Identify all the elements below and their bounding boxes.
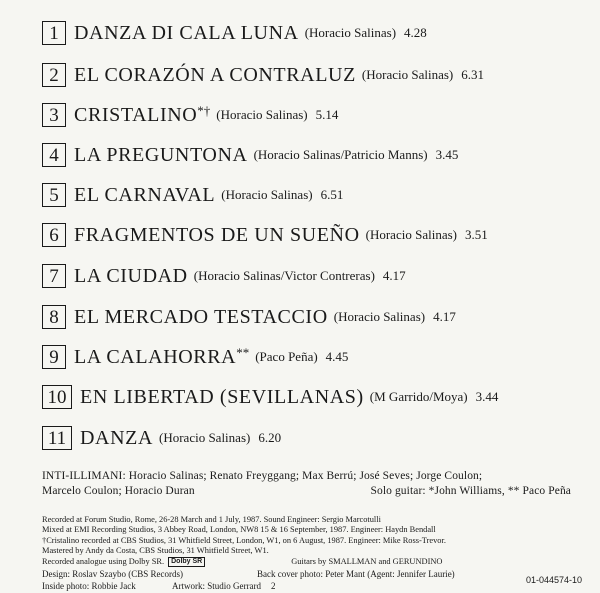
track-composer: (Horacio Salinas) — [333, 309, 426, 324]
track-footnote-mark: *† — [197, 103, 211, 118]
track-title: DANZA — [80, 427, 153, 449]
track-composer: (Horacio Salinas) — [361, 67, 454, 82]
design-credits — [42, 569, 582, 592]
track-number: 11 — [42, 426, 72, 450]
track-duration: 3.45 — [435, 147, 459, 162]
track-composer: (Horacio Salinas) — [304, 25, 397, 40]
artwork-credit: Artwork: Studio Gerrard — [172, 580, 261, 591]
page-number: 2 — [270, 580, 276, 591]
track-title: CRISTALINO — [74, 104, 198, 126]
track-number: 4 — [42, 143, 66, 167]
band-credits — [42, 469, 577, 499]
track-row — [42, 20, 427, 46]
track-composer: (Paco Peña) — [255, 349, 318, 364]
inside-photo-credit: Inside photo: Robbie Jack — [42, 580, 136, 591]
recording-line-2: Mixed at EMI Recording Studios, 3 Abbey Road, London, NW8 15 & 16 September, 1987. Engineer: Haydn Bendall — [42, 525, 436, 535]
track-title: EL MERCADO TESTACCIO — [74, 306, 328, 328]
catalog-number: 01-044574-10 — [525, 575, 582, 585]
track-duration: 6.31 — [461, 67, 484, 82]
solo-guitar-credit: Solo guitar: *John Williams, ** Paco Peña — [370, 485, 571, 497]
track-number: 2 — [42, 63, 66, 87]
recording-line-5: Recorded analogue using Dolby SR. — [42, 556, 165, 566]
track-composer: (Horacio Salinas) — [365, 227, 457, 242]
track-duration: 4.17 — [382, 268, 406, 283]
back-cover-photo-credit: Back cover photo: Peter Mant (Agent: Jennifer Laurie) — [257, 569, 455, 579]
track-row — [42, 425, 281, 451]
dolby-logo: Dolby SR — [168, 557, 205, 567]
track-row — [42, 102, 338, 128]
recording-line-4: Mastered by Andy da Costa, CBS Studios, 31 Whitfield Street, W1. — [42, 546, 269, 556]
track-number: 7 — [42, 264, 66, 288]
track-title: LA CIUDAD — [74, 265, 188, 287]
track-title: EL CORAZÓN A CONTRALUZ — [74, 64, 356, 86]
track-row — [42, 222, 488, 248]
track-composer: (Horacio Salinas/Patricio Manns) — [253, 147, 428, 162]
track-row — [42, 62, 484, 88]
track-composer: (M Garrido/Moya) — [369, 389, 468, 404]
track-duration: 6.20 — [258, 430, 282, 445]
track-number: 6 — [42, 223, 66, 247]
track-number: 3 — [42, 103, 66, 127]
track-composer: (Horacio Salinas/Victor Contreras) — [193, 268, 375, 283]
track-row — [42, 263, 406, 289]
track-title: FRAGMENTOS DE UN SUEÑO — [74, 224, 360, 246]
track-number: 8 — [42, 305, 66, 329]
track-number: 1 — [42, 21, 66, 45]
design-credit: Design: Roslav Szaybo (CBS Records) — [42, 569, 183, 579]
track-duration: 4.17 — [433, 309, 456, 324]
track-duration: 3.44 — [475, 389, 499, 404]
track-row — [42, 142, 458, 168]
track-row — [42, 182, 343, 208]
track-number: 9 — [42, 345, 66, 369]
track-row — [42, 304, 456, 330]
track-row — [42, 344, 348, 370]
track-number: 5 — [42, 183, 66, 207]
track-row — [42, 384, 498, 410]
track-title: LA PREGUNTONA — [74, 144, 248, 166]
track-duration: 4.28 — [404, 25, 427, 40]
track-title: LA CALAHORRA — [74, 346, 237, 368]
track-footnote-mark: ** — [236, 345, 250, 360]
track-title: DANZA DI CALA LUNA — [74, 22, 299, 44]
track-duration: 3.51 — [464, 227, 488, 242]
recording-line-3: †Cristalino recorded at CBS Studios, 31 Whitfield Street, London, W1, on 6 August, 1987. Engineer: Mike Ross-Trevor. — [42, 535, 446, 545]
track-composer: (Horacio Salinas) — [216, 107, 308, 122]
band-members-line1: INTI-ILLIMANI: Horacio Salinas; Renato Freyggang; Max Berrú; José Seves; Jorge Coulon; — [42, 470, 483, 482]
track-duration: 6.51 — [320, 187, 344, 202]
track-composer: (Horacio Salinas) — [159, 430, 251, 445]
track-title: EN LIBERTAD (SEVILLANAS) — [80, 386, 364, 408]
recording-line-1: Recorded at Forum Studio, Rome, 26-28 March and 1 July, 1987. Sound Engineer: Sergio Marcotulli — [42, 515, 381, 524]
track-duration: 4.45 — [325, 349, 349, 364]
track-composer: (Horacio Salinas) — [221, 187, 313, 202]
track-duration: 5.14 — [315, 107, 339, 122]
recording-notes — [42, 515, 577, 567]
track-title: EL CARNAVAL — [74, 184, 216, 206]
band-members-line2: Marcelo Coulon; Horacio Duran — [42, 485, 195, 497]
guitars-credit: Guitars by SMALLMAN and GERUNDINO — [291, 556, 443, 566]
track-number: 10 — [42, 385, 72, 409]
